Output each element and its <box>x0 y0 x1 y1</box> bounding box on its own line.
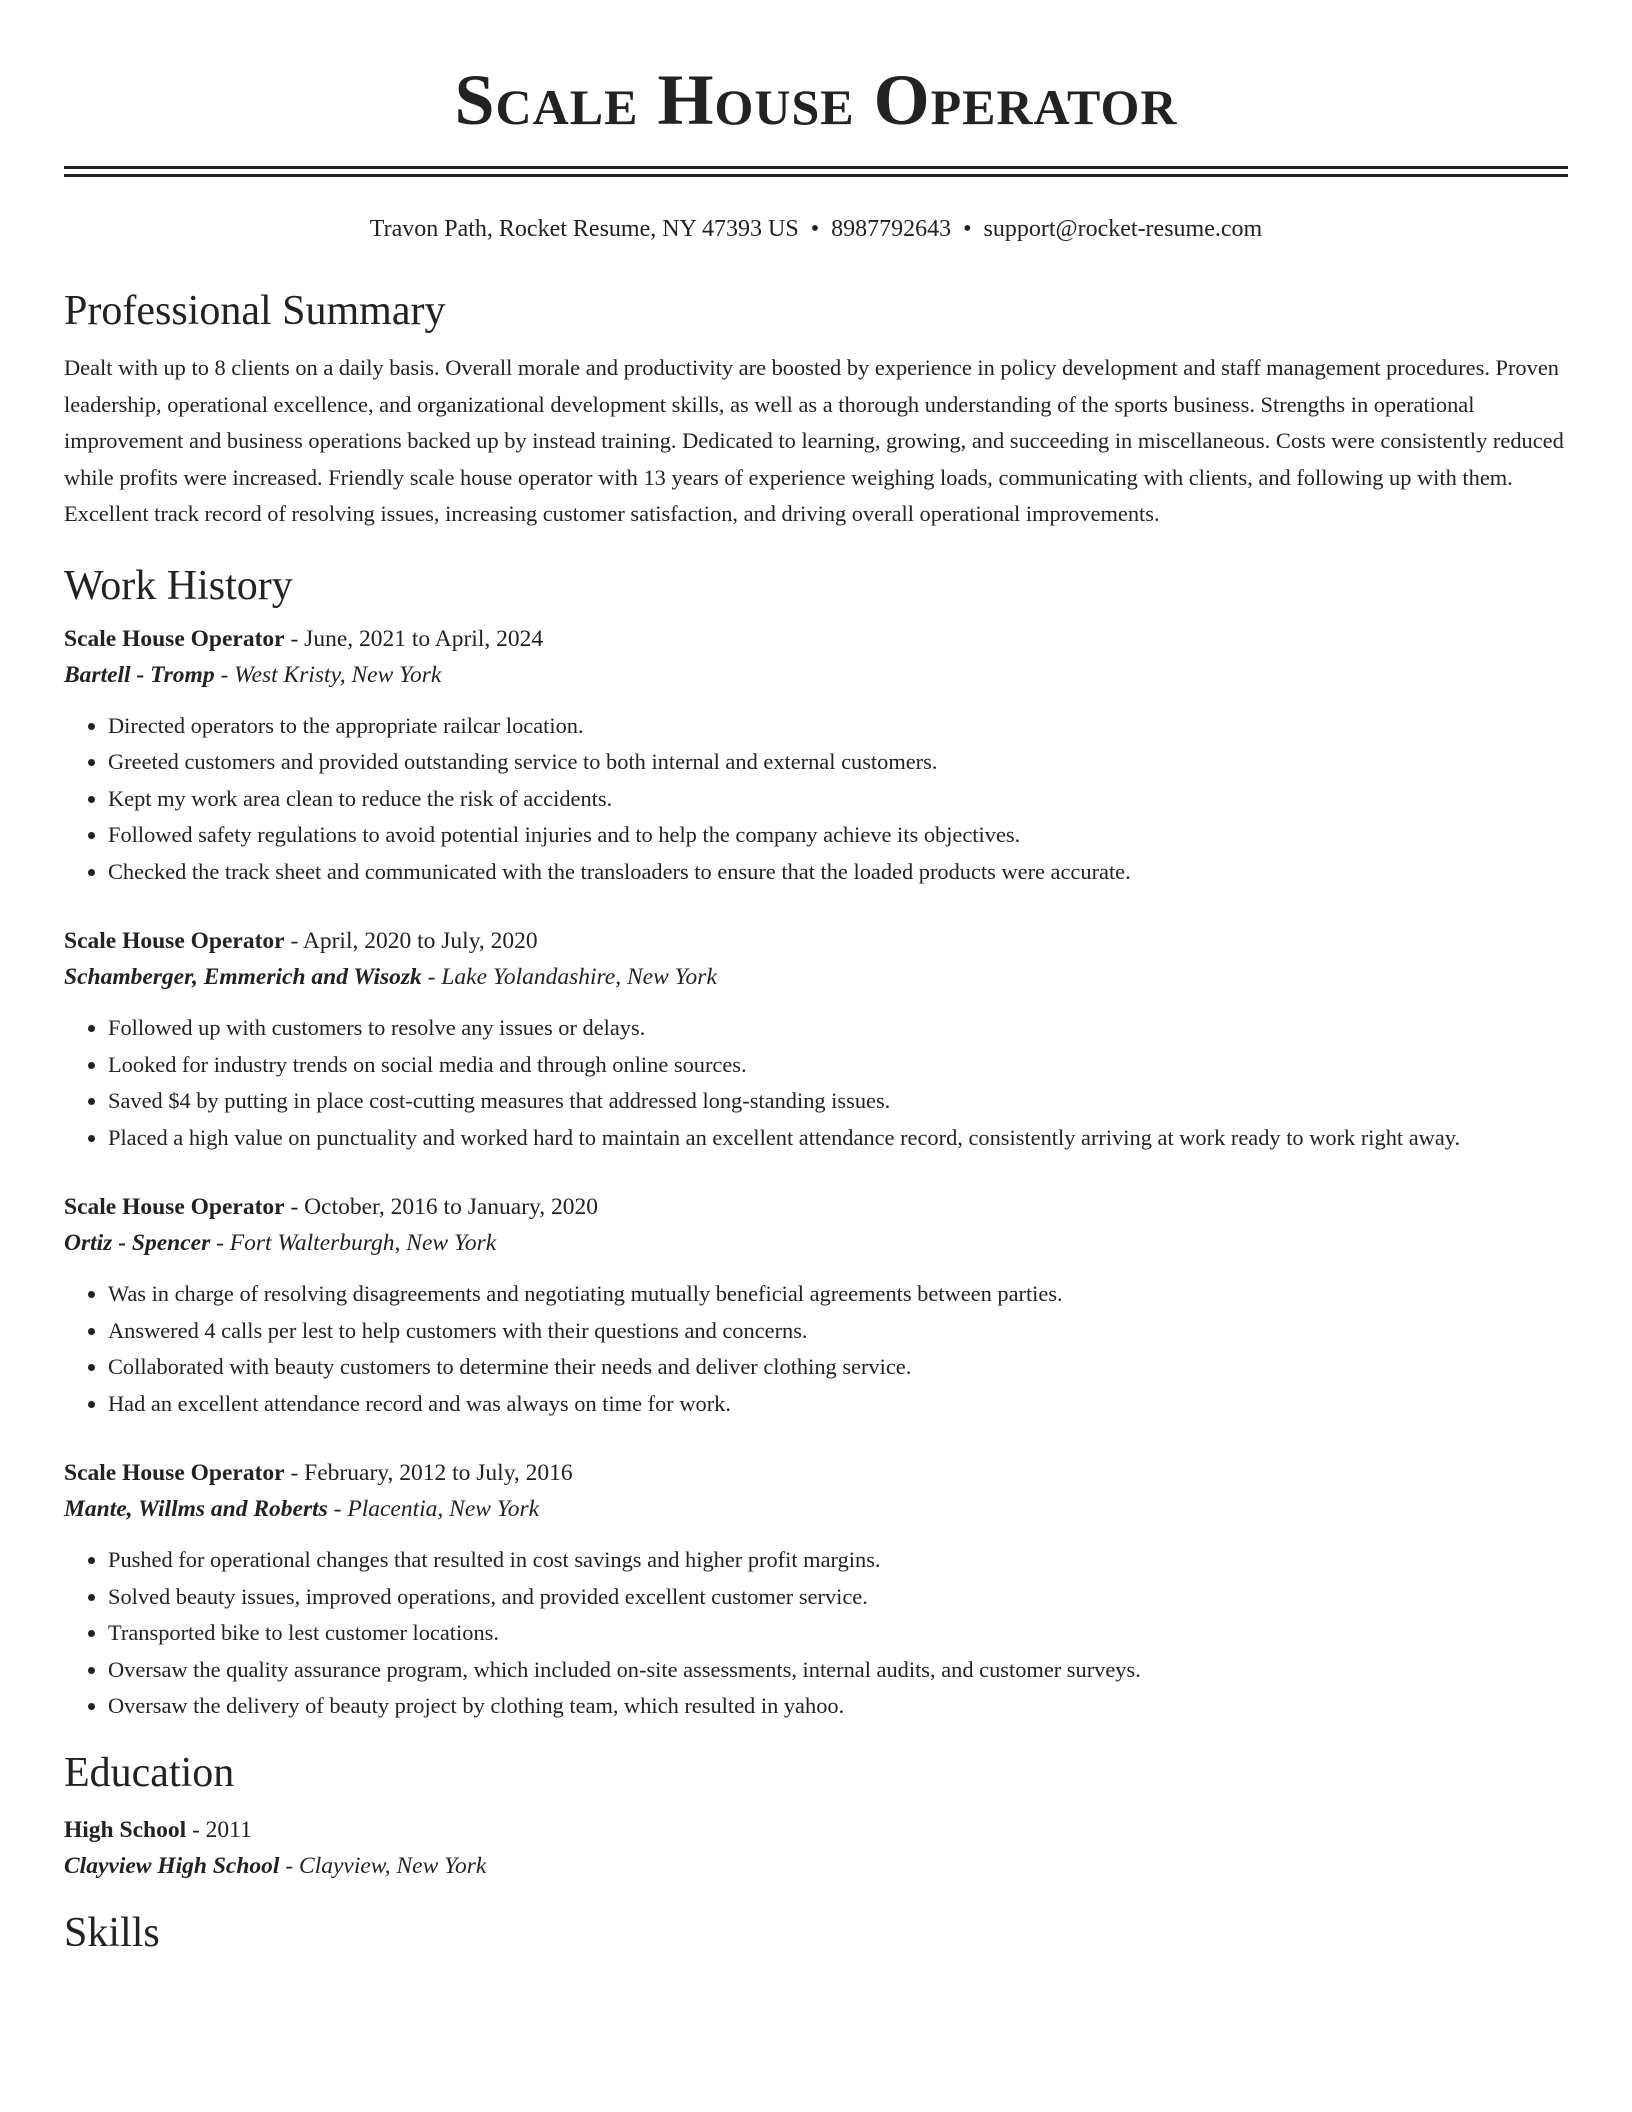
job-company: Mante, Willms and Roberts <box>64 1496 328 1522</box>
education-degree-line <box>64 1813 1568 1847</box>
summary-text: Dealt with up to 8 clients on a daily basis. Overall morale and productivity are boosted by experience in policy development and staff management procedures. Proven leadership, operational excellence, and organizational development skills, as well as a thorough understanding of the sports business. Strengths in operational improvement and business operations backed up by instead training. Dedicated to learning, growing, and succeeding in miscellaneous. Costs were consistently reduced while profits were increased. Friendly scale house operator with 13 years of experience weighing loads, communicating with clients, and following up with them. Excellent track record of resolving issues, increasing customer satisfaction, and driving overall operational improvements. <box>64 355 1564 526</box>
education-heading: Education <box>64 1749 235 1796</box>
job-bullet-list <box>64 1010 1568 1156</box>
job-location: - West Kristy, New York <box>214 661 442 688</box>
job-bullet: • Answered 4 calls per lest to help customers with their questions and concerns. <box>108 1313 1568 1350</box>
job-bullet: • Placed a high value on punctuality and worked hard to maintain an excellent attendance record, consistently arriving at work ready to work right away. <box>108 1120 1568 1157</box>
education-school: Clayview High School <box>64 1852 280 1879</box>
header-double-rule <box>64 166 1568 177</box>
job-bullet: • Checked the track sheet and communicated with the transloaders to ensure that the loaded products were accurate. <box>108 854 1568 891</box>
job-dates: - June, 2021 to April, 2024 <box>284 625 544 652</box>
job-company-line <box>64 656 1568 694</box>
job-bullet-list <box>64 1276 1568 1422</box>
job-dates: - February, 2012 to July, 2016 <box>284 1460 573 1486</box>
job-title-line <box>64 924 1568 958</box>
job-location: - Placentia, New York <box>327 1496 540 1522</box>
contact-phone: 8987792643 <box>831 216 952 242</box>
job-bullet: • Had an excellent attendance record and was always on time for work. <box>108 1386 1568 1423</box>
job-bullet-list <box>64 708 1568 891</box>
job-title: Scale House Operator <box>64 1194 285 1220</box>
job-bullet: • Kept my work area clean to reduce the risk of accidents. <box>108 781 1568 818</box>
education-location: - Clayview, New York <box>279 1852 487 1879</box>
education-year: - 2011 <box>186 1816 252 1843</box>
contact-line <box>64 213 1568 245</box>
job-bullet: • Looked for industry trends on social media and through online sources. <box>108 1047 1568 1084</box>
job-entry <box>64 924 1568 1156</box>
contact-email: support@rocket-resume.com <box>983 216 1263 242</box>
job-bullet: • Saved $4 by putting in place cost-cutting measures that addressed long-standing issues. <box>108 1083 1568 1120</box>
job-company: Schamberger, Emmerich and Wisozk <box>64 964 422 990</box>
job-title-line <box>64 622 1568 656</box>
education-school-line <box>64 1847 1568 1885</box>
job-title-line <box>64 1190 1568 1224</box>
job-bullet: • Solved beauty issues, improved operations, and provided excellent customer service. <box>108 1579 1568 1616</box>
job-location: - Fort Walterburgh, New York <box>210 1230 497 1256</box>
summary-heading: Professional Summary <box>64 288 446 334</box>
work-history-list <box>64 622 1568 1725</box>
job-company-line <box>64 1224 1568 1262</box>
education-entry <box>64 1813 1568 1885</box>
contact-separator: • <box>810 216 820 242</box>
job-entry <box>64 1190 1568 1422</box>
job-location: - Lake Yolandashire, New York <box>421 964 717 990</box>
job-company: Ortiz - Spencer <box>64 1230 211 1256</box>
job-dates: - April, 2020 to July, 2020 <box>284 928 538 954</box>
job-title-line <box>64 1456 1568 1490</box>
candidate-title: Scale House Operator <box>454 60 1178 140</box>
work-history-heading: Work History <box>64 562 293 609</box>
job-title: Scale House Operator <box>64 625 285 652</box>
contact-address: Travon Path, Rocket Resume, NY 47393 US <box>369 216 799 242</box>
education-list <box>64 1813 1568 1885</box>
job-bullet: • Greeted customers and provided outstanding service to both internal and external customers. <box>108 744 1568 781</box>
job-bullet: • Followed up with customers to resolve any issues or delays. <box>108 1010 1568 1047</box>
job-bullet: • Followed safety regulations to avoid potential injuries and to help the company achieve its objectives. <box>108 817 1568 854</box>
job-title: Scale House Operator <box>64 928 285 954</box>
job-company-line <box>64 958 1568 996</box>
job-bullet: • Was in charge of resolving disagreements and negotiating mutually beneficial agreements between parties. <box>108 1276 1568 1313</box>
job-entry <box>64 1456 1568 1725</box>
education-degree: High School <box>64 1816 187 1843</box>
job-company-line <box>64 1490 1568 1528</box>
job-bullet-list <box>64 1542 1568 1725</box>
job-bullet: • Collaborated with beauty customers to determine their needs and deliver clothing service. <box>108 1349 1568 1386</box>
job-entry <box>64 622 1568 891</box>
job-bullet: • Pushed for operational changes that resulted in cost savings and higher profit margins. <box>108 1542 1568 1579</box>
job-bullet: • Transported bike to lest customer locations. <box>108 1615 1568 1652</box>
job-title: Scale House Operator <box>64 1460 285 1486</box>
job-dates: - October, 2016 to January, 2020 <box>284 1194 599 1220</box>
contact-separator: • <box>963 216 972 242</box>
job-bullet: • Oversaw the delivery of beauty project by clothing team, which resulted in yahoo. <box>108 1688 1568 1725</box>
skills-heading: Skills <box>64 1909 160 1956</box>
job-bullet: • Oversaw the quality assurance program, which included on-site assessments, internal audits, and customer surveys. <box>108 1652 1568 1689</box>
job-company: Bartell - Tromp <box>64 661 215 688</box>
job-bullet: • Directed operators to the appropriate railcar location. <box>108 708 1568 745</box>
